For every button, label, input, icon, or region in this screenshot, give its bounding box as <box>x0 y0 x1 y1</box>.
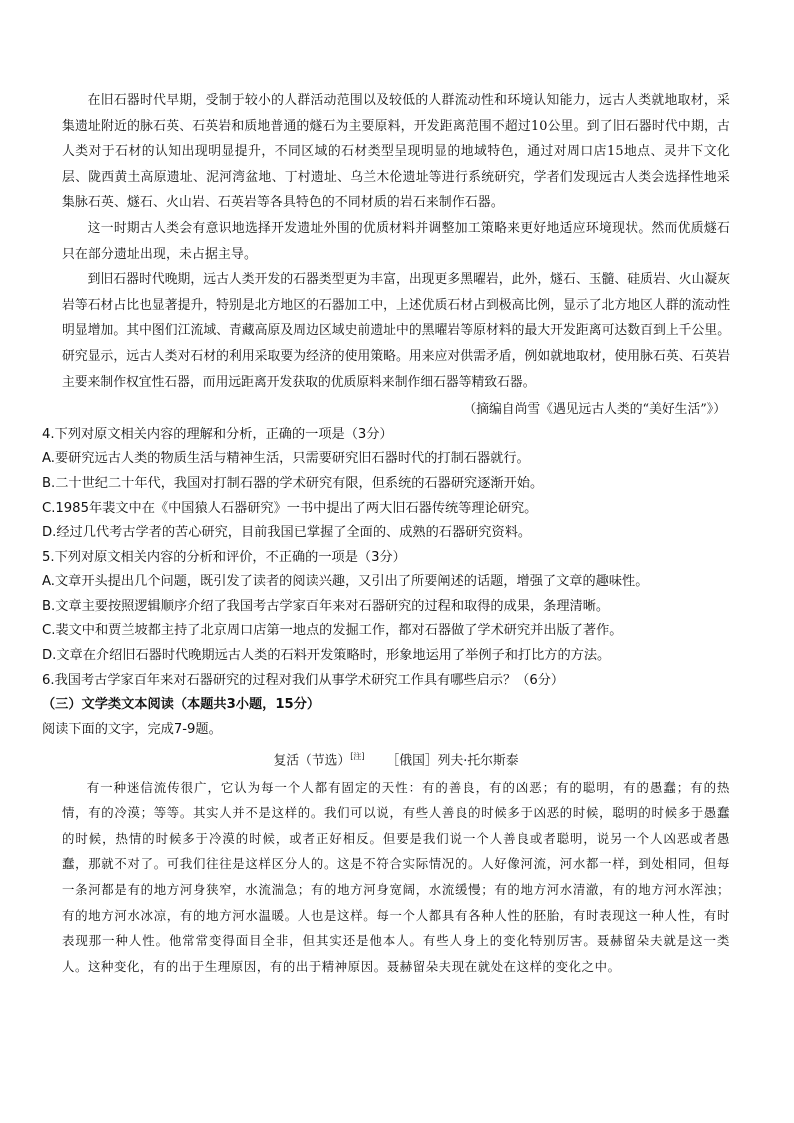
section-3-instruction: 阅读下面的文字，完成7-9题。 <box>42 721 222 737</box>
question-4-option-b: B.二十世纪二十年代，我国对打制石器的学术研究有限，但系统的石器研究逐渐开始。 <box>42 475 544 491</box>
question-4-stem: 4.下列对原文相关内容的理解和分析，正确的一项是（3分） <box>42 426 393 442</box>
passage-paragraph-2: 这一时期古人类会有意识地选择开发遗址外围的优质材料并调整加工策略来更好地适应环境现状。然而优质燧石只在部分遗址出现，未占据主导。 <box>62 220 730 262</box>
passage-source: （摘编自尚雪《遇见远古人类的“美好生活”》） <box>463 402 726 418</box>
question-6-stem: 6.我国考古学家百年来对石器研究的过程对我们从事学术研究工作具有哪些启示？（6分） <box>42 672 565 688</box>
question-4-option-a: A.要研究远古人类的物质生活与精神生活，只需要研究旧石器时代的打制石器就行。 <box>42 451 530 467</box>
question-4-option-d: D.经过几代考古学者的苦心研究，目前我国已掌握了全面的、成熟的石器研究资料。 <box>42 525 532 541</box>
document-page <box>42 88 730 979</box>
question-5-option-c: C.裴文中和贾兰坡都主持了北京周口店第一地点的发掘工作，都对石器做了学术研究并出版了著作。 <box>42 623 623 639</box>
passage-paragraph-1: 在旧石器时代早期，受制于较小的人群活动范围以及较低的人群流动性和环境认知能力，远古人类就地取材，采集遗址附近的脉石英、石英岩和质地普通的燧石为主要原料，开发距离范围不超过10公里。到了旧石器时代中期，古人类对于石材的认知出现明显提升，不同区域的石材类型呈现明显的地域特色，通过对周口店15地点、灵井下文化层、陇西黄土高原遗址、泥河湾盆地、丁村遗址、乌兰木伦遗址等进行系统研究，学者们发现远古人类会选择性地采集脉石英、燧石、火山岩、石英岩等各具特色的不同材质的岩石来制作石器。 <box>62 93 730 211</box>
passage-paragraph-3: 到旧石器时代晚期，远古人类开发的石器类型更为丰富，出现更多黑曜岩，此外，燧石、玉髓、硅质岩、火山凝灰岩等石材占比也显著提升，特别是北方地区的石器加工中，上述优质石材占到极高比例，显示了北方地区人群的流动性明显增加。其中图们江流域、青藏高原及周边区域史前遗址中的黑曜岩等原材料的最大开发距离可达数百到上千公里。研究显示，远古人类对石材的利用采取要为经济的使用策略。用来应对供需矛盾，例如就地取材，使用脉石英、石英岩主要来制作权宜性石器，而用远距离开发获取的优质原料来制作细石器等精致石器。 <box>62 272 730 390</box>
story-title: 复活（节选） <box>273 753 351 769</box>
question-5-option-a: A.文章开头提出几个问题，既引发了读者的阅读兴趣，又引出了所要阐述的话题，增强了文章的趣味性。 <box>42 574 649 590</box>
story-author: ［俄国］列夫·托尔斯泰 <box>386 753 519 769</box>
story-paragraph: 有一种迷信流传很广，它认为每一个人都有固定的天性：有的善良，有的凶恶；有的聪明，有的愚蠢；有的热情，有的冷漠；等等。其实人并不是这样的。我们可以说，有些人善良的时候多于凶恶的时候，聪明的时候多于愚蠢的时候，热情的时候多于冷漠的时候，或者正好相反。但要是我们说一个人善良或者聪明，说另一个人凶恶或者愚蠢，那就不对了。可我们往往是这样区分人的。这是不符合实际情况的。人好像河流，河水都一样，到处相同，但每一条河都是有的地方河身狭窄，水流湍急；有的地方河身宽阔，水流缓慢；有的地方河水清澈，有的地方河水浑浊；有的地方河水冰凉，有的地方河水温暖。人也是这样。每一个人都具有各种人性的胚胎，有时表现这一种人性，有时表现那一种人性。他常常变得面目全非，但其实还是他本人。有些人身上的变化特别厉害。聂赫留朵夫就是这一类人。这种变化，有的出于生理原因，有的出于精神原因。聂赫留朵夫现在就处在这样的变化之中。 <box>62 779 730 974</box>
question-5-stem: 5.下列对原文相关内容的分析和评价，不正确的一项是（3分） <box>42 549 406 565</box>
question-5-option-b: B.文章主要按照逻辑顺序介绍了我国考古学家百年来对石器研究的过程和取得的成果，条理清晰。 <box>42 598 610 614</box>
section-3-heading: （三）文学类文本阅读（本题共3小题，15分） <box>42 697 321 713</box>
question-4-option-c: C.1985年裴文中在《中国猿人石器研究》一书中提出了两大旧石器传统等理论研究。 <box>42 500 538 516</box>
story-title-note: [注] <box>350 752 365 762</box>
question-5-option-d: D.文章在介绍旧石器时代晚期远古人类的石料开发策略时，形象地运用了举例子和打比方的方法。 <box>42 648 611 664</box>
story-title-line <box>62 744 730 774</box>
